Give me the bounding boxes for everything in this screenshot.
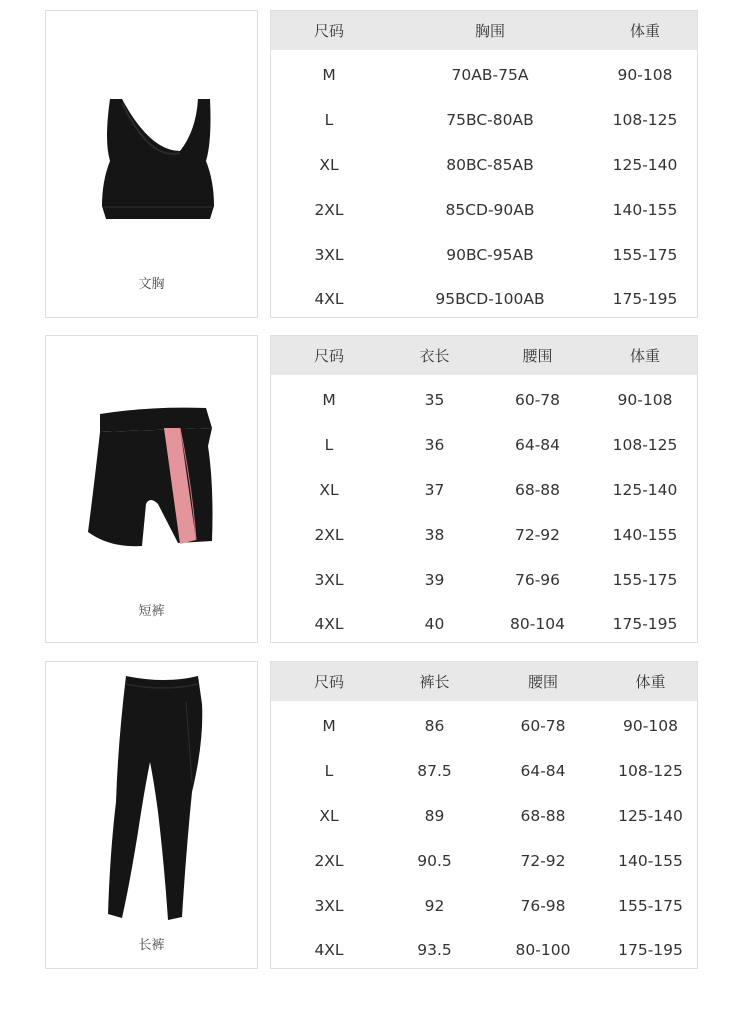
cell-weight: 140-155 xyxy=(612,525,678,544)
cell-length: 92 xyxy=(424,896,445,915)
cell-weight: 175-195 xyxy=(612,290,678,309)
table-row xyxy=(271,794,697,839)
cell-length: 40 xyxy=(424,615,445,634)
cell-waist: 80-104 xyxy=(510,615,565,634)
table-row xyxy=(271,602,697,647)
cell-length: 86 xyxy=(424,717,445,736)
table-row xyxy=(271,838,697,883)
cell-size: 4XL xyxy=(314,941,344,960)
cell-length: 93.5 xyxy=(417,941,452,960)
size-section-shorts xyxy=(0,335,750,645)
cell-waist: 64-84 xyxy=(514,436,561,455)
cell-weight: 140-155 xyxy=(618,851,683,870)
cell-size: 2XL xyxy=(314,525,344,544)
cell-size: M xyxy=(322,717,336,736)
cell-weight: 155-175 xyxy=(612,245,678,264)
table-row xyxy=(271,749,697,794)
cell-weight: 90-108 xyxy=(623,717,678,736)
cell-weight: 108-125 xyxy=(612,436,678,455)
cell-size: 3XL xyxy=(314,245,344,264)
header-size: 尺码 xyxy=(313,347,344,365)
size-table-bra xyxy=(270,10,698,318)
cell-size: 4XL xyxy=(314,290,344,309)
cell-length: 39 xyxy=(424,570,445,589)
cell-waist: 72-92 xyxy=(514,525,561,544)
cell-size: M xyxy=(322,391,336,410)
size-section-leggings xyxy=(0,661,750,971)
cell-waist: 60-78 xyxy=(520,717,566,736)
table-row xyxy=(271,883,697,928)
cell-weight: 125-140 xyxy=(618,806,683,825)
leggings-icon xyxy=(46,662,259,970)
table-row xyxy=(271,187,697,232)
header-waist: 腰围 xyxy=(527,673,558,691)
cell-bust: 85CD-90AB xyxy=(445,200,535,219)
cell-bust: 95BCD-100AB xyxy=(435,290,545,309)
cell-waist: 72-92 xyxy=(520,851,566,870)
table-row xyxy=(271,423,697,468)
table-header xyxy=(271,11,697,50)
cell-bust: 70AB-75A xyxy=(451,66,529,85)
cell-length: 90.5 xyxy=(417,851,452,870)
cell-weight: 175-195 xyxy=(612,615,678,634)
cell-weight: 90-108 xyxy=(617,66,673,85)
table-header xyxy=(271,336,697,375)
cell-size: 2XL xyxy=(314,200,344,219)
cell-size: XL xyxy=(319,480,339,499)
cell-length: 89 xyxy=(424,806,445,825)
cell-waist: 60-78 xyxy=(514,391,561,410)
cell-weight: 108-125 xyxy=(618,762,683,781)
product-image-leggings xyxy=(45,661,258,969)
table-body xyxy=(271,50,697,322)
cell-bust: 90BC-95AB xyxy=(446,245,534,264)
header-length: 裤长 xyxy=(419,673,450,691)
table-row xyxy=(271,468,697,513)
cell-size: 3XL xyxy=(314,896,344,915)
table-body xyxy=(271,701,697,973)
table-row xyxy=(271,98,697,143)
table-row xyxy=(271,277,697,322)
table-row xyxy=(271,232,697,277)
header-waist: 腰围 xyxy=(522,347,553,365)
cell-length: 37 xyxy=(424,480,445,499)
table-body xyxy=(271,375,697,647)
size-section-bra xyxy=(0,10,750,320)
table-row xyxy=(271,378,697,423)
product-label: 短裤 xyxy=(138,604,165,619)
cell-length: 35 xyxy=(424,391,445,410)
shorts-icon xyxy=(46,336,259,644)
table-row xyxy=(271,143,697,188)
header-weight: 体重 xyxy=(629,347,660,365)
table-row xyxy=(271,512,697,557)
product-label: 文胸 xyxy=(138,277,165,292)
cell-size: XL xyxy=(319,155,339,174)
header-length: 衣长 xyxy=(419,347,450,365)
header-size: 尺码 xyxy=(313,673,344,691)
cell-size: L xyxy=(324,436,334,455)
header-bust: 胸围 xyxy=(474,22,505,40)
cell-length: 87.5 xyxy=(417,762,452,781)
cell-weight: 125-140 xyxy=(612,480,678,499)
cell-waist: 64-84 xyxy=(520,762,566,781)
header-size: 尺码 xyxy=(313,22,344,40)
cell-size: 2XL xyxy=(314,851,344,870)
cell-waist: 68-88 xyxy=(520,806,566,825)
cell-waist: 68-88 xyxy=(514,480,561,499)
cell-weight: 140-155 xyxy=(612,200,678,219)
cell-bust: 75BC-80AB xyxy=(446,111,534,130)
cell-weight: 155-175 xyxy=(618,896,683,915)
cell-length: 36 xyxy=(424,436,445,455)
cell-size: 3XL xyxy=(314,570,344,589)
size-table-leggings xyxy=(270,661,698,969)
product-image-shorts xyxy=(45,335,258,643)
header-weight: 体重 xyxy=(629,22,660,40)
cell-waist: 76-98 xyxy=(520,896,566,915)
cell-length: 38 xyxy=(424,525,445,544)
cell-weight: 125-140 xyxy=(612,155,678,174)
cell-bust: 80BC-85AB xyxy=(446,155,534,174)
cell-weight: 90-108 xyxy=(617,391,673,410)
cell-weight: 155-175 xyxy=(612,570,678,589)
cell-weight: 175-195 xyxy=(618,941,683,960)
cell-size: 4XL xyxy=(314,615,344,634)
table-row xyxy=(271,704,697,749)
table-row xyxy=(271,557,697,602)
product-label: 长裤 xyxy=(138,938,165,953)
cell-size: L xyxy=(324,111,334,130)
cell-weight: 108-125 xyxy=(612,111,678,130)
header-weight: 体重 xyxy=(635,673,666,691)
cell-size: XL xyxy=(319,806,339,825)
cell-size: M xyxy=(322,66,336,85)
size-table-shorts xyxy=(270,335,698,643)
table-header xyxy=(271,662,697,701)
cell-waist: 76-96 xyxy=(514,570,561,589)
cell-waist: 80-100 xyxy=(515,941,571,960)
table-row xyxy=(271,928,697,973)
cell-size: L xyxy=(324,762,334,781)
product-image-bra xyxy=(45,10,258,318)
table-row xyxy=(271,53,697,98)
